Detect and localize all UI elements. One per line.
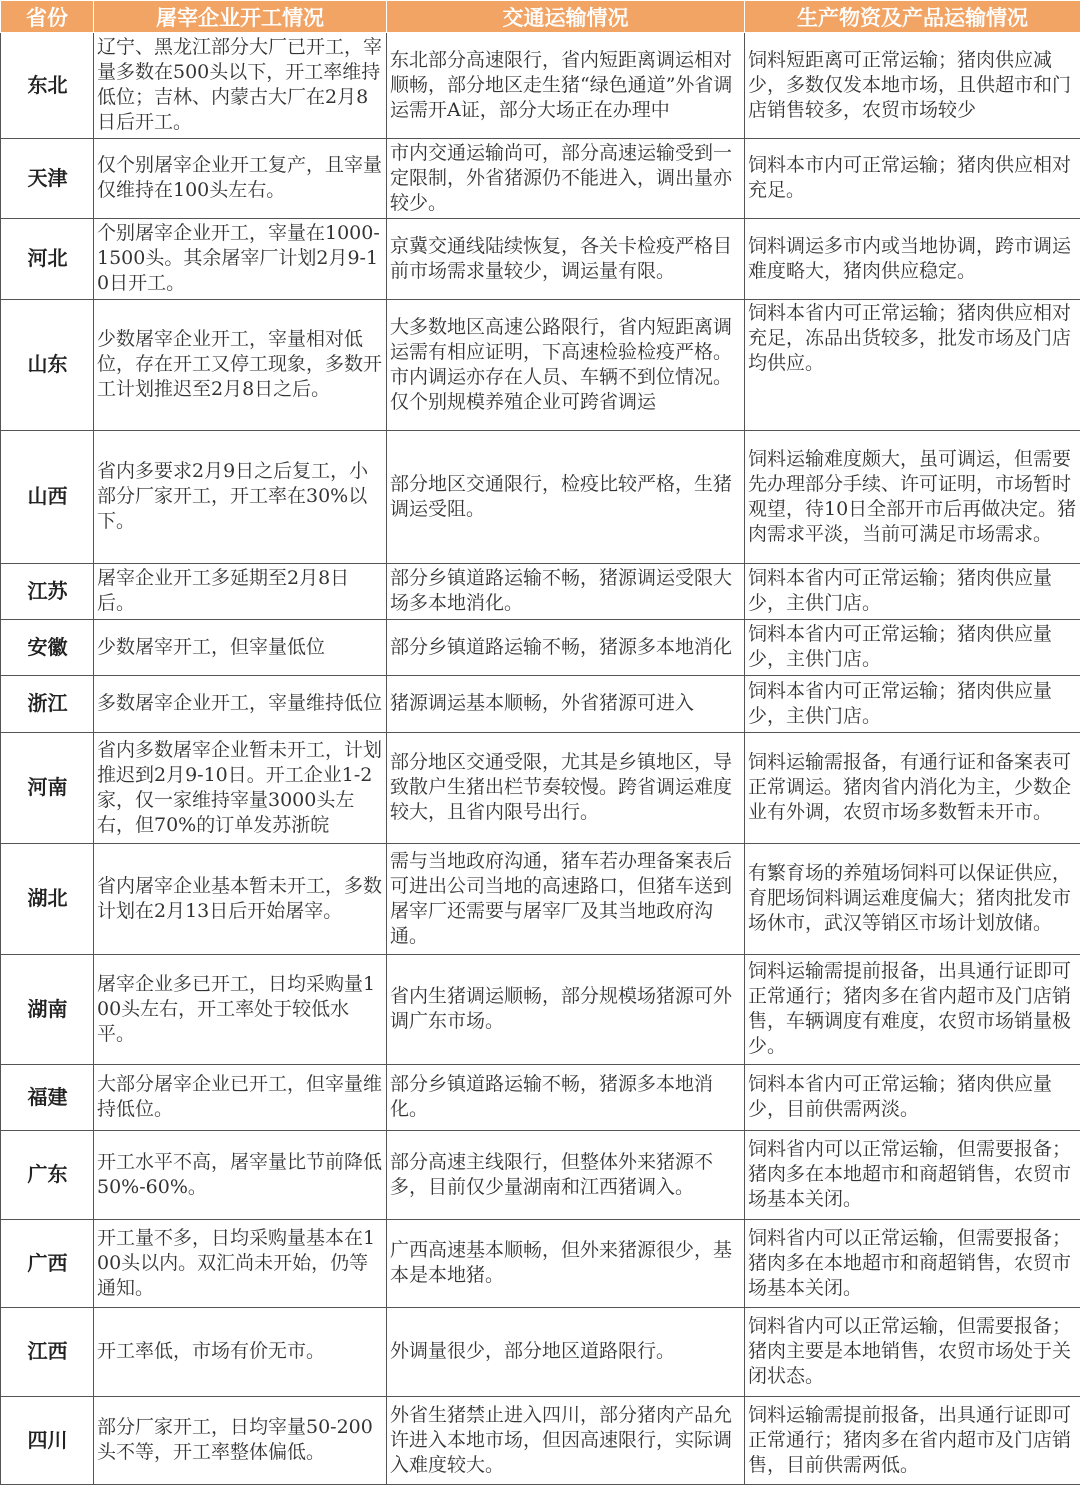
province-cell: 安徽: [1, 620, 94, 676]
province-cell: 湖南: [1, 955, 94, 1065]
table-row: [1, 139, 1080, 219]
supplies-cell: 饲料本省内可正常运输；猪肉供应量少，主供门店。: [745, 620, 1080, 676]
transport-cell: 市内交通运输尚可，部分高速运输受到一定限制，外省猪源仍不能进入，调出量亦较少。: [387, 139, 745, 219]
transport-cell: 外省生猪禁止进入四川，部分猪肉产品允许进入本地市场，但因高速限行，实际调入难度较大。: [387, 1397, 745, 1485]
table-row: [1, 733, 1080, 844]
table-row: [1, 219, 1080, 300]
transport-cell: 外调量很少，部分地区道路限行。: [387, 1308, 745, 1397]
header-supplies: 生产物资及产品运输情况: [745, 1, 1080, 33]
province-cell: 福建: [1, 1065, 94, 1131]
slaughter-cell: 少数屠宰企业开工，宰量相对低位，存在开工又停工现象，多数开工计划推迟至2月8日之后。: [94, 300, 387, 431]
table-row: [1, 1131, 1080, 1220]
slaughter-cell: 多数屠宰企业开工，宰量维持低位: [94, 676, 387, 733]
transport-cell: 猪源调运基本顺畅，外省猪源可进入: [387, 676, 745, 733]
table-row: [1, 676, 1080, 733]
supplies-cell: 饲料省内可以正常运输，但需要报备；猪肉主要是本地销售，农贸市场处于关闭状态。: [745, 1308, 1080, 1397]
province-cell: 河南: [1, 733, 94, 844]
transport-cell: 部分乡镇道路运输不畅，猪源调运受限大场多本地消化。: [387, 564, 745, 620]
header-transport: 交通运输情况: [387, 1, 745, 33]
table-row: [1, 1397, 1080, 1485]
supplies-cell: 饲料本市内可正常运输；猪肉供应相对充足。: [745, 139, 1080, 219]
transport-cell: 省内生猪调运顺畅，部分规模场猪源可外调广东市场。: [387, 955, 745, 1065]
supplies-cell: 有繁育场的养殖场饲料可以保证供应，育肥场饲料调运难度偏大；猪肉批发市场休市，武汉等销区市场计划放储。: [745, 844, 1080, 955]
table-row: [1, 620, 1080, 676]
province-cell: 广西: [1, 1220, 94, 1308]
supplies-cell: 饲料本省内可正常运输；猪肉供应相对充足，冻品出货较多，批发市场及门店均供应。: [745, 300, 1080, 431]
transport-cell: 大多数地区高速公路限行，省内短距离调运需有相应证明，下高速检验检疫严格。市内调运亦存在人员、车辆不到位情况。仅个别规模养殖企业可跨省调运: [387, 300, 745, 431]
slaughter-cell: 开工量不多，日均采购量基本在100头以内。双汇尚未开始，仍等通知。: [94, 1220, 387, 1308]
table-row: [1, 431, 1080, 564]
slaughter-cell: 开工率低，市场有价无市。: [94, 1308, 387, 1397]
table-row: [1, 955, 1080, 1065]
province-cell: 湖北: [1, 844, 94, 955]
slaughter-cell: 屠宰企业多已开工，日均采购量100头左右，开工率处于较低水平。: [94, 955, 387, 1065]
transport-cell: 部分乡镇道路运输不畅，猪源多本地消化: [387, 620, 745, 676]
slaughter-cell: 少数屠宰开工，但宰量低位: [94, 620, 387, 676]
slaughter-cell: 省内多要求2月9日之后复工，小部分厂家开工，开工率在30%以下。: [94, 431, 387, 564]
slaughter-cell: 仅个别屠宰企业开工复产，且宰量仅维持在100头左右。: [94, 139, 387, 219]
province-cell: 浙江: [1, 676, 94, 733]
transport-cell: 部分高速主线限行，但整体外来猪源不多，目前仅少量湖南和江西猪调入。: [387, 1131, 745, 1220]
slaughter-cell: 大部分屠宰企业已开工，但宰量维持低位。: [94, 1065, 387, 1131]
table-row: [1, 1308, 1080, 1397]
supplies-cell: 饲料本省内可正常运输；猪肉供应量少，主供门店。: [745, 564, 1080, 620]
supplies-cell: 饲料运输难度颇大，虽可调运，但需要先办理部分手续、许可证明，市场暂时观望，待10日全部开市后再做决定。猪肉需求平淡，当前可满足市场需求。: [745, 431, 1080, 564]
province-cell: 天津: [1, 139, 94, 219]
slaughter-cell: 个别屠宰企业开工，宰量在1000-1500头。其余屠宰厂计划2月9-10日开工。: [94, 219, 387, 300]
table-row: [1, 844, 1080, 955]
header-row: [1, 1, 1080, 33]
table-row: [1, 300, 1080, 431]
transport-cell: 需与当地政府沟通，猪车若办理备案表后可进出公司当地的高速路口，但猪车送到屠宰厂还需要与屠宰厂及其当地政府沟通。: [387, 844, 745, 955]
table-row: [1, 1065, 1080, 1131]
transport-cell: 部分乡镇道路运输不畅，猪源多本地消化。: [387, 1065, 745, 1131]
table-row: [1, 564, 1080, 620]
province-cell: 江西: [1, 1308, 94, 1397]
supplies-cell: 饲料省内可以正常运输，但需要报备；猪肉多在本地超市和商超销售，农贸市场基本关闭。: [745, 1220, 1080, 1308]
supplies-cell: 饲料调运多市内或当地协调，跨市调运难度略大，猪肉供应稳定。: [745, 219, 1080, 300]
province-cell: 山东: [1, 300, 94, 431]
supplies-cell: 饲料运输需提前报备，出具通行证即可正常通行；猪肉多在省内超市及门店销售，车辆调度有难度，农贸市场销量极少。: [745, 955, 1080, 1065]
transport-cell: 广西高速基本顺畅，但外来猪源很少，基本是本地猪。: [387, 1220, 745, 1308]
supplies-cell: 饲料运输需报备，有通行证和备案表可正常调运。猪肉省内消化为主，少数企业有外调，农贸市场多数暂未开市。: [745, 733, 1080, 844]
supplies-cell: 饲料省内可以正常运输，但需要报备；猪肉多在本地超市和商超销售，农贸市场基本关闭。: [745, 1131, 1080, 1220]
table-row: [1, 1220, 1080, 1308]
transport-cell: 部分地区交通限行，检疫比较严格，生猪调运受阻。: [387, 431, 745, 564]
supplies-cell: 饲料短距离可正常运输；猪肉供应减少，多数仅发本地市场，且供超市和门店销售较多，农贸市场较少: [745, 33, 1080, 139]
province-cell: 东北: [1, 33, 94, 139]
supplies-cell: 饲料运输需提前报备，出具通行证即可正常通行；猪肉多在省内超市及门店销售，目前供需两低。: [745, 1397, 1080, 1485]
province-cell: 广东: [1, 1131, 94, 1220]
slaughter-cell: 屠宰企业开工多延期至2月8日后。: [94, 564, 387, 620]
province-cell: 河北: [1, 219, 94, 300]
supplies-cell: 饲料本省内可正常运输；猪肉供应量少，目前供需两淡。: [745, 1065, 1080, 1131]
table-row: [1, 33, 1080, 139]
header-province: 省份: [1, 1, 94, 33]
slaughter-cell: 开工水平不高，屠宰量比节前降低50%-60%。: [94, 1131, 387, 1220]
slaughter-cell: 省内多数屠宰企业暂未开工，计划推迟到2月9-10日。开工企业1-2家，仅一家维持宰量3000头左右，但70%的订单发苏浙皖: [94, 733, 387, 844]
slaughter-cell: 辽宁、黑龙江部分大厂已开工，宰量多数在500头以下，开工率维持低位；吉林、内蒙古大厂在2月8日后开工。: [94, 33, 387, 139]
header-slaughter: 屠宰企业开工情况: [94, 1, 387, 33]
transport-cell: 部分地区交通受限，尤其是乡镇地区，导致散户生猪出栏节奏较慢。跨省调运难度较大，且省内限号出行。: [387, 733, 745, 844]
province-cell: 江苏: [1, 564, 94, 620]
province-cell: 四川: [1, 1397, 94, 1485]
province-cell: 山西: [1, 431, 94, 564]
transport-cell: 京冀交通线陆续恢复，各关卡检疫严格目前市场需求量较少，调运量有限。: [387, 219, 745, 300]
slaughter-cell: 部分厂家开工，日均宰量50-200头不等，开工率整体偏低。: [94, 1397, 387, 1485]
transport-cell: 东北部分高速限行，省内短距离调运相对顺畅，部分地区走生猪“绿色通道”外省调运需开A证，部分大场正在办理中: [387, 33, 745, 139]
supplies-cell: 饲料本省内可正常运输；猪肉供应量少，主供门店。: [745, 676, 1080, 733]
slaughter-cell: 省内屠宰企业基本暂未开工，多数计划在2月13日后开始屠宰。: [94, 844, 387, 955]
